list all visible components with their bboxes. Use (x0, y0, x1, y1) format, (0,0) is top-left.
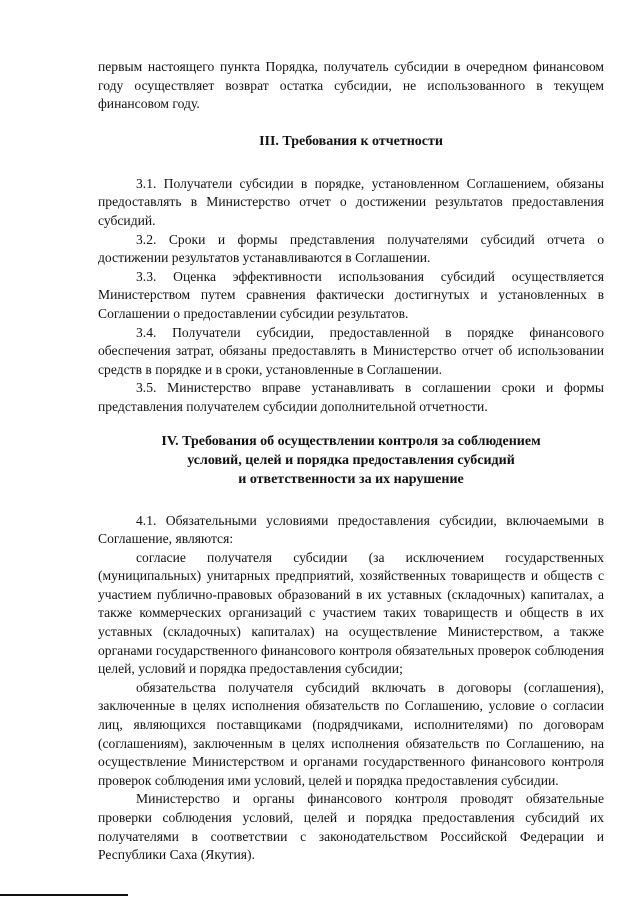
section-4-heading (98, 432, 604, 489)
paragraph-4-1-inspections: Министерство и органы финансового контроля проводят обязательные проверки соблюдения условий, целей и порядка предоставления субсидий их получателями в соответствии с законодательством Российской Федерации и Республики Саха (Якутия). (98, 791, 604, 863)
section-3-heading: III. Требования к отчетности (259, 133, 443, 149)
section-4-heading-line-2: условий, целей и порядка предоставления субсидий (187, 452, 515, 468)
paragraph-4-1-obligations: обязательства получателя субсидий включать в договоры (соглашения), заключенные в целях исполнения обязательств по Соглашению, условие о согласии лиц, являющихся поставщиками (подрядчиками, исполнителями) по договорам (соглашениям), заключенным в целях исполнения обязательств по Соглашению, на осуществление Министерством и органами государственного финансового контроля проверок соблюдения ими условий, целей и порядка предоставления субсидии. (98, 679, 604, 788)
paragraph-4-1-consent: согласие получателя субсидии (за исключением государственных (муниципальных) унитарных предприятий, хозяйственных товариществ и обществ с участием публично-правовых образований в их уставных (складочных) капиталах, а также коммерческих организаций с участием таких товариществ и обществ в их уставных (складочных) капиталах) на осуществление Министерством, а также органами государственного финансового контроля обязательных проверок соблюдения целей, условий и порядка предоставления субсидии; (98, 549, 604, 677)
paragraph-3-4: 3.4. Получатели субсидии, предоставленной в порядке финансового обеспечения затрат, обязаны предоставлять в Министерство отчет об использовании средств в порядке и в сроки, установленные в Соглашении. (98, 324, 604, 377)
paragraph-3-5: 3.5. Министерство вправе устанавливать в соглашении сроки и формы представления получателем субсидии дополнительной отчетности. (98, 380, 604, 414)
paragraph-3-2: 3.2. Сроки и формы представления получателями субсидий отчета о достижении результатов устанавливаются в Соглашении. (98, 231, 604, 266)
footer-rule (0, 894, 128, 896)
intro-paragraph: первым настоящего пункта Порядка, получатель субсидии в очередном финансовом году осуществляет возврат остатка субсидии, не использованного в текущем финансовом году. (98, 59, 604, 112)
document-page (98, 58, 604, 865)
section-4-heading-line-3: и ответственности за их нарушение (238, 471, 464, 487)
paragraph-3-1: 3.1. Получатели субсидии в порядке, установленном Соглашением, обязаны предоставлять в Министерство отчет о достижении результатов предоставления субсидий. (98, 175, 604, 228)
section-4-heading-line-1: IV. Требования об осуществлении контроля за соблюдением (161, 433, 541, 449)
paragraph-3-3: 3.3. Оценка эффективности использования субсидий осуществляется Министерством путем сравнения фактически достигнутых и установленных в Соглашении о предоставлении субсидии результатов. (98, 268, 604, 321)
paragraph-4-1: 4.1. Обязательными условиями предоставления субсидии, включаемыми в Соглашение, являются: (98, 512, 604, 547)
